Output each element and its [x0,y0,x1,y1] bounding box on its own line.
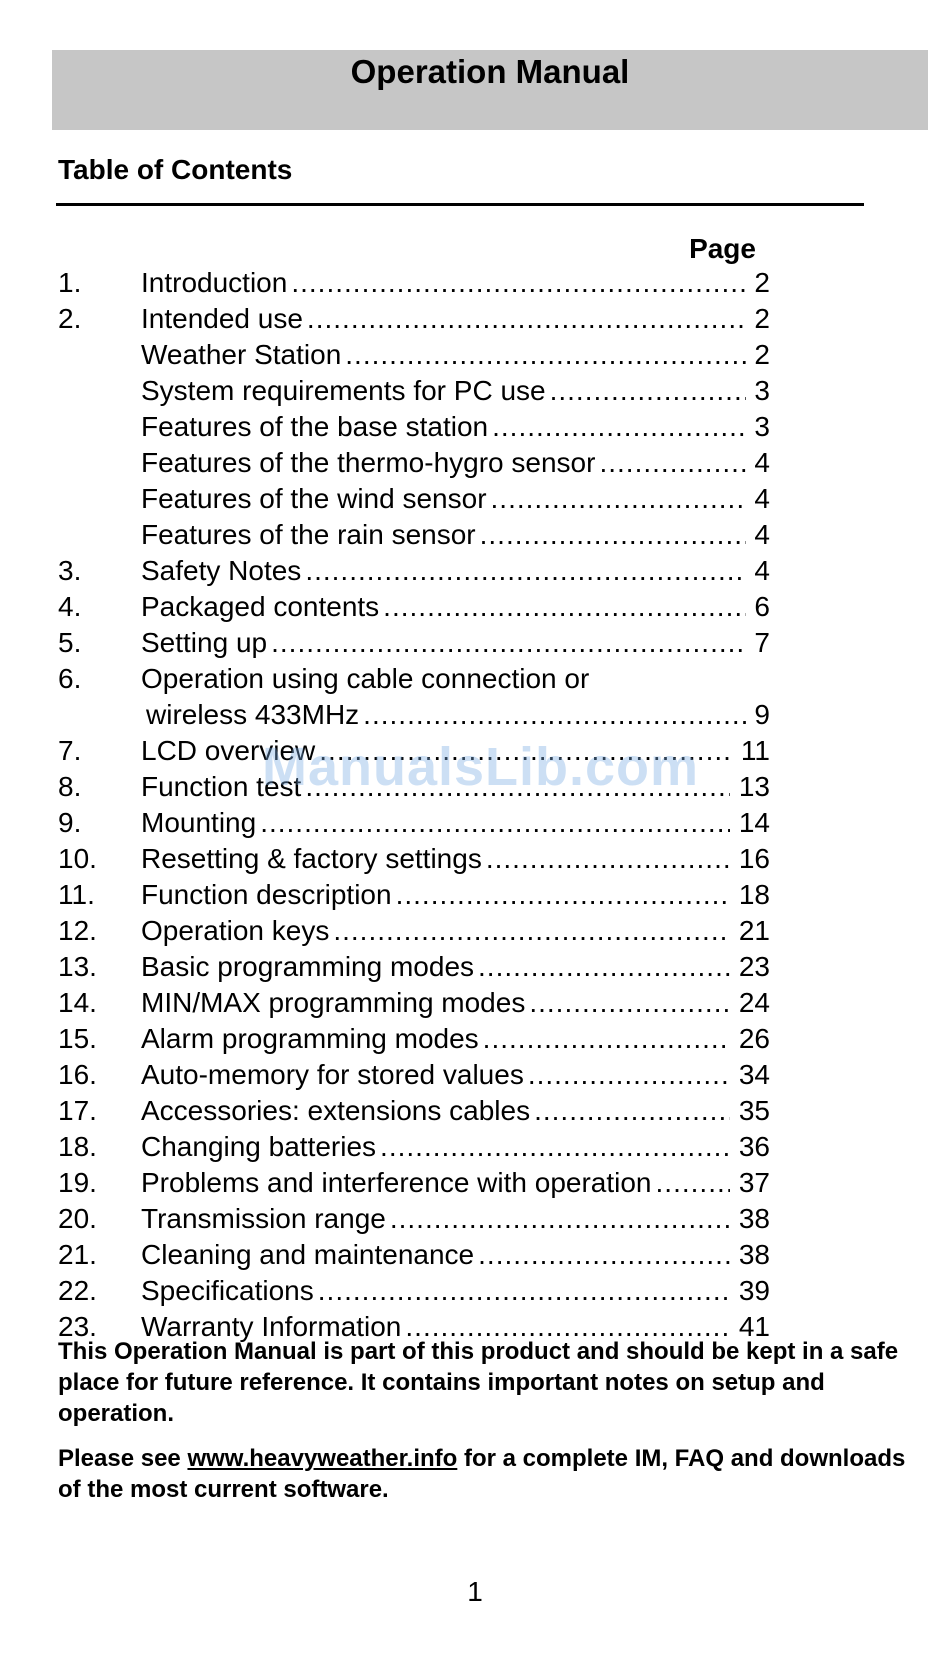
toc-entry-label: MIN/MAX programming modes [141,985,529,1021]
toc-entry-page: 23 [738,951,770,982]
toc-entry[interactable] [58,1201,770,1237]
toc-entry-label: Resetting & factory settings [141,841,486,877]
toc-dot-leader [333,913,730,949]
toc-entry-page: 36 [738,1131,770,1162]
toc-entry-page: 35 [738,1095,770,1126]
toc-dot-leader [380,1129,730,1165]
toc-dot-leader [599,445,746,481]
toc-entry-page: 26 [738,1023,770,1054]
toc-entry[interactable] [58,1129,770,1165]
toc-entry-number: 14. [58,987,97,1018]
website-prefix: Please see [58,1445,188,1472]
toc-dot-leader [529,985,730,1021]
toc-entry[interactable] [58,445,770,481]
toc-entry-number: 12. [58,915,97,946]
toc-entry-page: 11 [740,735,770,766]
toc-entry-line [141,1129,770,1165]
toc-entry-line [141,769,770,805]
toc-entry-page: 13 [738,771,770,802]
toc-list [58,265,770,1345]
toc-dot-leader [486,841,730,877]
toc-entry-page: 9 [754,699,770,730]
toc-entry-page: 3 [754,411,770,442]
toc-entry-page: 41 [738,1311,770,1342]
toc-entry-label: Introduction [141,265,291,301]
toc-entry-line [141,985,770,1021]
toc-entry-number: 4. [58,591,82,622]
toc-entry[interactable] [58,1021,770,1057]
toc-entry-label: Function test [141,769,305,805]
toc-entry-label: wireless 433MHz [146,697,363,733]
toc-entry[interactable] [58,301,770,337]
toc-entry-number: 2. [58,303,82,334]
toc-entry-line [141,949,770,985]
toc-entry-label: Packaged contents [141,589,383,625]
toc-entry-line [141,553,770,589]
toc-entry-label: Features of the wind sensor [141,481,491,517]
toc-entry-label: Basic programming modes [141,949,478,985]
toc-entry-line [141,1021,770,1057]
toc-entry-label: Changing batteries [141,1129,380,1165]
toc-entry-number: 23. [58,1311,97,1342]
toc-dot-leader [345,337,746,373]
toc-entry-number: 22. [58,1275,97,1306]
toc-entry-number: 1. [58,267,82,298]
toc-entry[interactable] [58,985,770,1021]
toc-entry[interactable] [58,409,770,445]
toc-entry-page: 7 [754,627,770,658]
toc-dot-leader [478,1237,730,1273]
toc-entry-line [141,661,770,697]
toc-entry-label: Accessories: extensions cables [141,1093,534,1129]
toc-entry-label: Weather Station [141,337,345,373]
toc-dot-leader [363,697,746,733]
toc-dot-leader [291,265,746,301]
toc-dot-leader [534,1093,730,1129]
toc-entry-label: Specifications [141,1273,318,1309]
toc-dot-leader [260,805,730,841]
toc-entry-line [141,877,770,913]
toc-dot-leader [478,949,730,985]
toc-entry-label: Setting up [141,625,271,661]
toc-entry-page: 18 [738,879,770,910]
toc-dot-leader [390,1201,730,1237]
toc-entry[interactable] [58,949,770,985]
toc-dot-leader [307,301,746,337]
toc-entry[interactable] [58,1165,770,1201]
toc-entry-page: 6 [754,591,770,622]
toc-entry-label: Features of the base station [141,409,492,445]
toc-dot-leader [396,877,730,913]
toc-entry-line [141,1237,770,1273]
toc-entry-page: 38 [738,1203,770,1234]
toc-entry[interactable] [58,1057,770,1093]
toc-entry-line [141,409,770,445]
toc-dot-leader [483,1021,730,1057]
toc-entry-page: 24 [738,987,770,1018]
toc-entry-label: Intended use [141,301,307,337]
title-banner [52,50,928,130]
toc-entry-label: Problems and interference with operation [141,1165,656,1201]
toc-entry-line [141,445,770,481]
website-suffix: for a complete IM, FAQ and downloads of the most current software. [58,1445,906,1503]
toc-entry-page: 3 [754,375,770,406]
toc-entry-label: Warranty Information [141,1309,405,1345]
toc-dot-leader [271,625,746,661]
toc-entry-line [141,913,770,949]
toc-entry-line [141,1093,770,1129]
toc-entry-label: Transmission range [141,1201,390,1237]
toc-divider [56,203,864,206]
toc-entry[interactable] [58,589,770,625]
toc-entry-line [141,373,770,409]
toc-dot-leader [318,1273,730,1309]
toc-entry[interactable] [58,1093,770,1129]
toc-dot-leader [550,373,746,409]
toc-entry-line [141,589,770,625]
toc-entry[interactable] [58,1273,770,1309]
toc-dot-leader [383,589,746,625]
toc-entry-page: 39 [738,1275,770,1306]
toc-entry-page: 16 [738,843,770,874]
toc-entry-line [141,481,770,517]
toc-entry-number: 10. [58,843,97,874]
page-title: Operation Manual [350,53,630,90]
toc-entry-number: 9. [58,807,82,838]
toc-entry-number: 3. [58,555,82,586]
toc-entry-label: Operation using cable connection or [141,661,593,697]
toc-entry-line [141,1201,770,1237]
toc-entry-line [141,805,770,841]
toc-entry-label: Auto-memory for stored values [141,1057,528,1093]
toc-entry-label: Safety Notes [141,553,305,589]
toc-entry[interactable] [58,373,770,409]
toc-entry-number: 6. [58,663,82,694]
toc-dot-leader [491,481,746,517]
toc-entry-line [141,733,770,769]
toc-entry[interactable] [58,661,770,697]
toc-dot-leader [319,733,730,769]
toc-entry-label: System requirements for PC use [141,373,550,409]
toc-entry-line [141,841,770,877]
toc-entry-line [141,1273,770,1309]
toc-entry-line [141,301,770,337]
toc-entry-line [141,1057,770,1093]
toc-dot-leader [528,1057,730,1093]
toc-entry[interactable] [58,481,770,517]
toc-entry-number: 8. [58,771,82,802]
toc-entry-page: 4 [754,447,770,478]
watermark-text: ManualsLib.com [262,737,700,797]
toc-entry[interactable] [58,265,770,301]
toc-entry-page: 2 [754,339,770,370]
toc-entry-page: 38 [738,1239,770,1270]
toc-entry-number: 20. [58,1203,97,1234]
toc-heading: Table of Contents [58,154,293,185]
toc-entry-number: 16. [58,1059,97,1090]
toc-entry-number: 21. [58,1239,97,1270]
toc-entry[interactable] [58,697,770,733]
toc-entry-label: Alarm programming modes [141,1021,483,1057]
website-link[interactable]: www.heavyweather.info [187,1445,458,1472]
toc-entry[interactable] [58,913,770,949]
toc-entry-number: 7. [58,735,82,766]
toc-entry-page: 2 [754,303,770,334]
toc-entry-number: 5. [58,627,82,658]
toc-dot-leader [492,409,746,445]
toc-entry-page: 14 [738,807,770,838]
toc-entry-label: Cleaning and maintenance [141,1237,478,1273]
toc-entry-page: 37 [738,1167,770,1198]
toc-entry-number: 13. [58,951,97,982]
toc-entry-page: 4 [754,519,770,550]
toc-entry-page: 21 [738,915,770,946]
toc-entry-line [146,697,770,733]
toc-entry-line [141,625,770,661]
toc-dot-leader [480,517,746,553]
toc-entry-number: 19. [58,1167,97,1198]
toc-entry[interactable] [58,733,770,769]
toc-entry-page: 4 [754,483,770,514]
toc-entry-label: Function description [141,877,396,913]
toc-entry[interactable] [58,337,770,373]
toc-entry[interactable] [58,805,770,841]
toc-entry-label: Operation keys [141,913,333,949]
toc-entry-line [141,517,770,553]
toc-entry-number: 11. [58,879,95,910]
toc-entry-line [141,1165,770,1201]
toc-entry-page: 2 [754,267,770,298]
toc-dot-leader [305,553,746,589]
toc-entry-label: Features of the rain sensor [141,517,480,553]
toc-entry-number: 15. [58,1023,97,1054]
keep-notice: This Operation Manual is part of this product and should be kept in a safe place for future reference. It contains important notes on setup and operation. [58,1338,899,1427]
toc-dot-leader [656,1165,730,1201]
toc-entry-page: 34 [738,1059,770,1090]
toc-entry-label: Mounting [141,805,260,841]
toc-entry-label: Features of the thermo-hygro sensor [141,445,599,481]
toc-entry[interactable] [58,1237,770,1273]
toc-entry-line [141,337,770,373]
page-column-header: Page [689,233,756,264]
toc-entry[interactable] [58,877,770,913]
toc-entry[interactable] [58,517,770,553]
toc-dot-leader [305,769,730,805]
toc-entry[interactable] [58,553,770,589]
toc-entry[interactable] [58,625,770,661]
toc-entry[interactable] [58,769,770,805]
page-number: 1 [467,1576,483,1607]
website-notice [58,1443,918,1505]
toc-entry[interactable] [58,841,770,877]
toc-entry-line [141,265,770,301]
toc-entry-label: LCD overview [141,733,319,769]
toc-entry-page: 4 [754,555,770,586]
toc-entry-number: 17. [58,1095,97,1126]
toc-entry-number: 18. [58,1131,97,1162]
